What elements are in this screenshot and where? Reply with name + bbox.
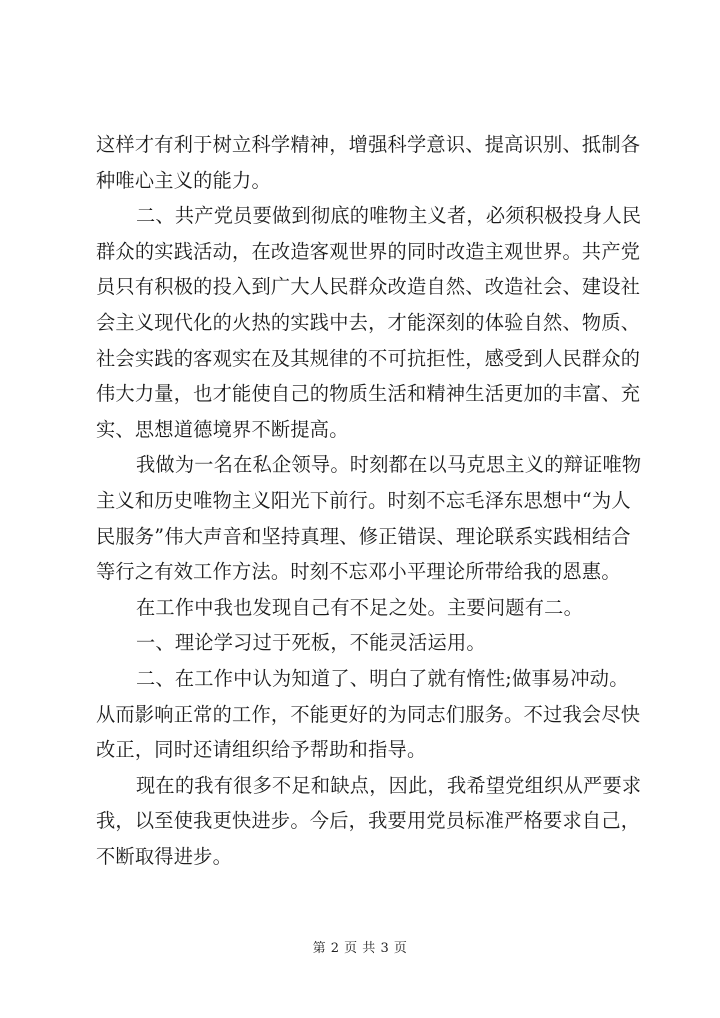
text-line: 主义和历史唯物主义阳光下前行。时刻不忘毛泽东思想中“为人 [96, 488, 631, 512]
paragraph-issue-one [96, 625, 636, 661]
paragraph-conclusion [96, 768, 642, 875]
text-line: 改正，同时还请组织给予帮助和指导。 [96, 738, 427, 762]
text-line: 我，以至使我更快进步。今后，我要用党员标准严格要求自己， [96, 809, 641, 833]
text-line: 在工作中我也发现自己有不足之处。主要问题有二。 [136, 595, 584, 619]
text-line: 我做为一名在私企领导。时刻都在以马克思主义的辩证唯物 [136, 453, 642, 477]
text-line: 这样才有利于树立科学精神，增强科学意识、提高识别、抵制各 [96, 133, 641, 156]
text-line: 民服务”伟大声音和坚持真理、修正错误、理论联系实践相结合 [96, 524, 631, 548]
text-line: 二、共产党员要做到彻底的唯物主义者，必须积极投身人民 [136, 204, 642, 228]
paragraph-practice [96, 198, 642, 447]
text-line: 等行之有效工作方法。时刻不忘邓小平理论所带给我的恩惠。 [96, 560, 621, 584]
text-line: 不断取得进步。 [96, 844, 233, 868]
text-line: 群众的实践活动，在改造客观世界的同时改造主观世界。共产党 [96, 239, 641, 263]
text-line: 员只有积极的投入到广大人民群众改造自然、改造社会、建设社 [96, 275, 641, 299]
text-line: 伟大力量，也才能使自己的物质生活和精神生活更加的丰富、充 [96, 382, 641, 406]
text-line: 种唯心主义的能力。 [96, 168, 271, 192]
text-line: 社会实践的客观实在及其规律的不可抗拒性，感受到人民群众的 [96, 346, 641, 370]
paragraph-self-statement [96, 447, 642, 589]
text-line: 实、思想道德境界不断提高。 [96, 417, 349, 441]
paragraph-issue-two [96, 661, 641, 768]
text-line: 现在的我有很多不足和缺点，因此，我希望党组织从严要求 [136, 773, 642, 797]
text-line: 一、理论学习过于死板，不能灵活运用。 [136, 631, 486, 655]
paragraph-shortcomings-intro [96, 590, 636, 626]
text-line: 会主义现代化的火热的实践中去，才能深刻的体验自然、物质、 [96, 310, 641, 334]
text-line: 二、在工作中认为知道了、明白了就有惰性;做事易冲动。 [136, 666, 629, 690]
paragraph-continuation [96, 127, 641, 198]
text-line: 从而影响正常的工作，不能更好的为同志们服务。不过我会尽快 [96, 702, 641, 726]
document-body [96, 127, 642, 874]
page-number-footer: 第 2 页 共 3 页 [312, 941, 408, 956]
